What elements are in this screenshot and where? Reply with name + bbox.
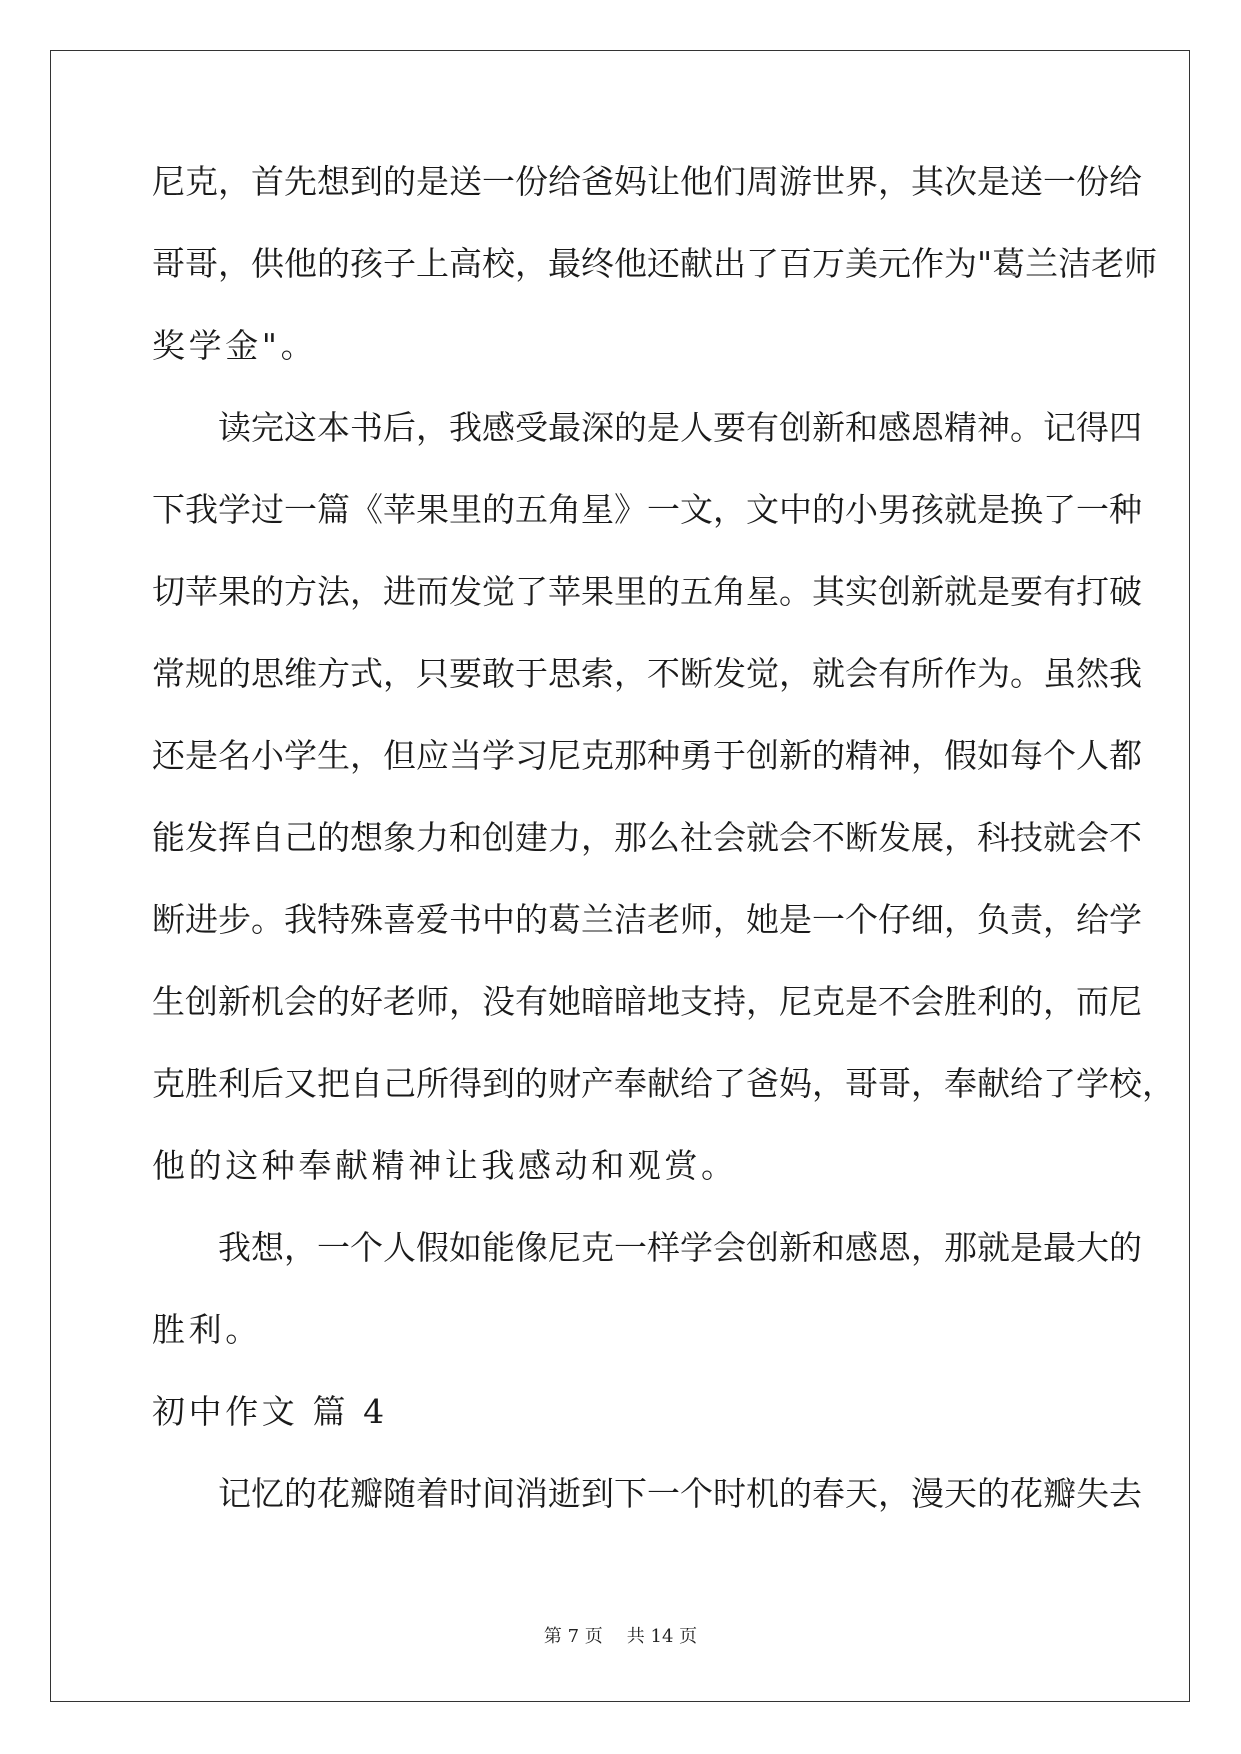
total-pages-label: 共 14 页 [626, 1626, 698, 1647]
text-line: 下我学过一篇《苹果里的五角星》一文，文中的小男孩就是换了一种 [152, 490, 1142, 529]
text-line: 哥哥，供他的孩子上高校，最终他还献出了百万美元作为"葛兰洁老师 [152, 244, 1158, 283]
text-line: 初中作文 篇 4 [152, 1392, 388, 1431]
text-line: 克胜利后又把自己所得到的财产奉献给了爸妈，哥哥，奉献给了学校， [152, 1064, 1175, 1103]
text-line: 读完这本书后，我感受最深的是人要有创新和感恩精神。记得四 [218, 408, 1142, 447]
text-line: 还是名小学生，但应当学习尼克那种勇于创新的精神，假如每个人都 [152, 736, 1142, 775]
text-line: 尼克，首先想到的是送一份给爸妈让他们周游世界，其次是送一份给 [152, 162, 1142, 201]
text-line: 胜利。 [152, 1310, 262, 1349]
text-line: 断进步。我特殊喜爱书中的葛兰洁老师，她是一个仔细，负责，给学 [152, 900, 1142, 939]
text-line: 能发挥自己的想象力和创建力，那么社会就会不断发展，科技就会不 [152, 818, 1142, 857]
text-line: 切苹果的方法，进而发觉了苹果里的五角星。其实创新就是要有打破 [152, 572, 1142, 611]
page-footer [0, 1622, 1241, 1648]
text-line: 生创新机会的好老师，没有她暗暗地支持，尼克是不会胜利的，而尼 [152, 982, 1142, 1021]
text-line: 记忆的花瓣随着时间消逝到下一个时机的春天，漫天的花瓣失去 [218, 1474, 1142, 1513]
current-page-label: 第 7 页 [543, 1626, 603, 1647]
text-line: 我想，一个人假如能像尼克一样学会创新和感恩，那就是最大的 [218, 1228, 1142, 1267]
text-line: 奖学金"。 [152, 326, 318, 365]
text-line: 常规的思维方式，只要敢于思索，不断发觉，就会有所作为。虽然我 [152, 654, 1142, 693]
document-body [152, 158, 1175, 1552]
text-line: 他的这种奉献精神让我感动和观赏。 [152, 1146, 738, 1185]
